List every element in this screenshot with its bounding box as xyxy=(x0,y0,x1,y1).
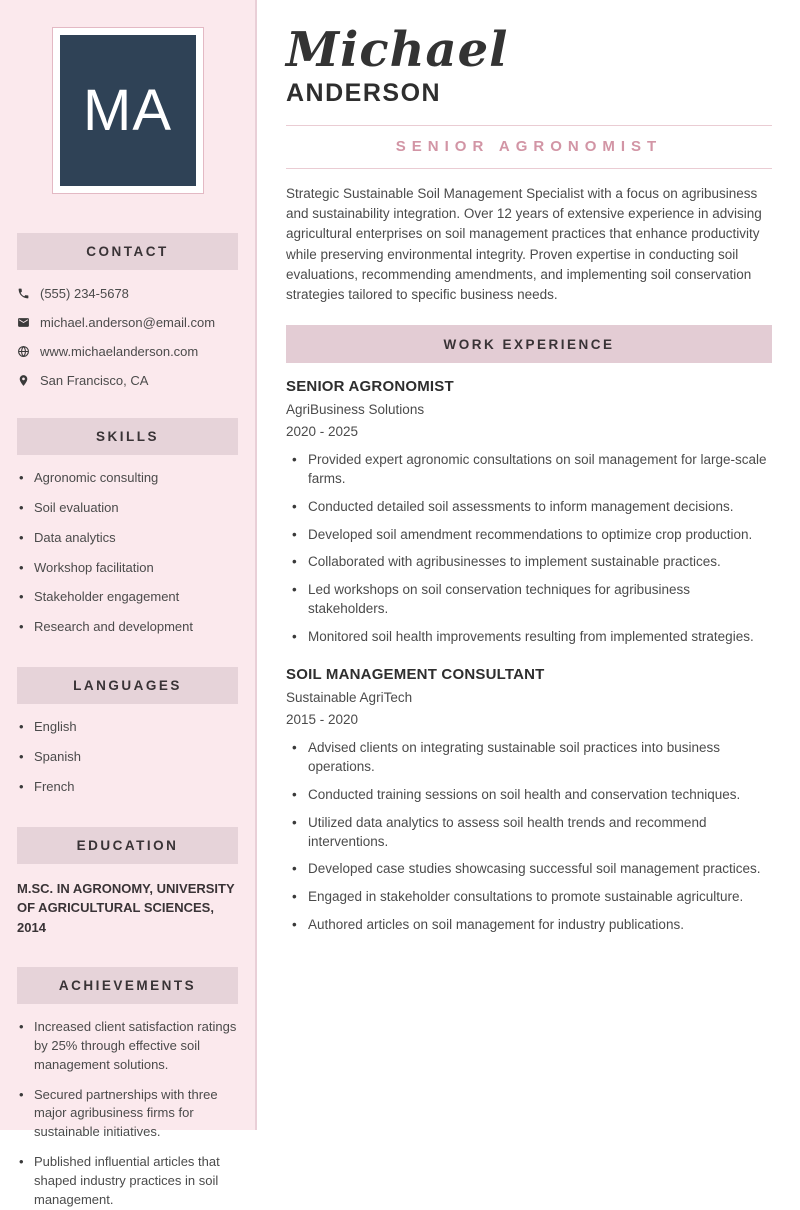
job-entry xyxy=(286,666,772,934)
job-bullet: • Monitored soil health improvements resulting from implemented strategies. xyxy=(292,627,772,646)
job-bullet: • Provided expert agronomic consultations on soil management for large-scale farms. xyxy=(292,450,772,488)
job-dates: 2020 - 2025 xyxy=(286,424,359,440)
job-entry xyxy=(286,378,772,646)
section-title: CONTACT xyxy=(86,244,169,259)
job-bullet: • Authored articles on soil management for industry publications. xyxy=(292,915,772,934)
language-item: • French xyxy=(19,778,238,797)
achievement-item: • Secured partnerships with three major agribusiness firms for sustainable initiatives. xyxy=(19,1086,238,1143)
avatar-frame xyxy=(52,27,204,194)
language-item: • English xyxy=(19,718,238,737)
job-bullet: • Collaborated with agribusinesses to implement sustainable practices. xyxy=(292,552,772,571)
contact-text-location: San Francisco, CA xyxy=(40,373,149,388)
job-bullet: • Developed soil amendment recommendations to optimize crop production. xyxy=(292,525,772,544)
first-name: Michael xyxy=(286,22,509,78)
job-bullet: • Conducted detailed soil assessments to inform management decisions. xyxy=(292,497,772,516)
section-header-languages xyxy=(17,667,238,704)
sidebar xyxy=(0,0,257,1207)
skill-item: • Workshop facilitation xyxy=(19,559,238,578)
job-title: SOIL MANAGEMENT CONSULTANT xyxy=(286,666,545,684)
contact-item-location xyxy=(17,373,238,388)
avatar-initials: MA xyxy=(83,78,172,143)
skill-item: • Data analytics xyxy=(19,529,238,548)
section-title: SKILLS xyxy=(95,429,159,444)
education-degree: M.SC. IN AGRONOMY, UNIVERSITY OF AGRICULTURAL SCIENCES, 2014 xyxy=(17,880,235,935)
languages-list xyxy=(17,718,238,797)
section-title: ACHIEVEMENTS xyxy=(58,978,197,994)
contact-text-website: www.michaelanderson.com xyxy=(40,344,199,359)
skill-item: • Soil evaluation xyxy=(19,499,238,518)
summary-paragraph: Strategic Sustainable Soil Management Specialist with a focus on agribusiness and sustainability integration. Over 12 years of extensive experience in advising agricultural enterprises on soil management practices that enhance productivity while preserving environmental integrity. Proven expertise in conducting soil evaluations, recommending amendments, and implementing soil conservation strategies tailored to specific business needs. xyxy=(286,185,762,303)
skill-item: • Agronomic consulting xyxy=(19,469,238,488)
achievement-item: • Published influential articles that shaped industry practices in soil management. xyxy=(19,1153,238,1210)
language-item: • Spanish xyxy=(19,748,238,767)
job-bullet: • Engaged in stakeholder consultations to promote sustainable agriculture. xyxy=(292,887,772,906)
job-bullet-list xyxy=(286,450,772,646)
section-title: WORK EXPERIENCE xyxy=(443,336,615,352)
section-title: EDUCATION xyxy=(76,837,179,853)
contact-text-email: michael.anderson@email.com xyxy=(40,315,216,330)
job-title: SENIOR AGRONOMIST xyxy=(286,378,454,396)
job-bullet-list xyxy=(286,738,772,934)
section-title: LANGUAGES xyxy=(73,678,182,694)
section-header-achievements xyxy=(17,967,238,1004)
main-content xyxy=(257,0,800,1130)
achievements-list xyxy=(17,1018,238,1210)
section-header-contact xyxy=(17,233,238,270)
skill-item: • Research and development xyxy=(19,618,238,637)
contact-text-phone: (555) 234-5678 xyxy=(40,286,129,301)
section-header-work-experience xyxy=(286,325,772,363)
job-company: AgriBusiness Solutions xyxy=(286,402,425,418)
achievement-item: • Increased client satisfaction ratings by 25% through effective soil management solutions. xyxy=(19,1018,238,1075)
job-company: Sustainable AgriTech xyxy=(286,690,413,706)
contact-item-email xyxy=(17,315,238,330)
phone-icon xyxy=(17,287,30,300)
globe-icon xyxy=(17,345,30,358)
job-bullet: • Conducted training sessions on soil health and conservation techniques. xyxy=(292,785,772,804)
skills-list xyxy=(17,469,238,637)
section-header-skills xyxy=(17,418,238,455)
job-bullet: • Led workshops on soil conservation techniques for agribusiness stakeholders. xyxy=(292,580,772,618)
job-dates: 2015 - 2020 xyxy=(286,712,359,728)
job-bullet: • Developed case studies showcasing successful soil management practices. xyxy=(292,859,772,878)
avatar xyxy=(60,35,196,186)
contact-list xyxy=(17,286,238,388)
contact-item-website xyxy=(17,344,238,359)
contact-item-phone xyxy=(17,286,238,301)
last-name: ANDERSON xyxy=(286,78,442,107)
skill-item: • Stakeholder engagement xyxy=(19,588,238,607)
job-headline-wrap xyxy=(286,125,772,169)
job-headline: SENIOR AGRONOMIST xyxy=(395,137,663,155)
job-bullet: • Advised clients on integrating sustainable soil practices into business operations. xyxy=(292,738,772,776)
job-bullet: • Utilized data analytics to assess soil health trends and recommend interventions. xyxy=(292,813,772,851)
section-header-education xyxy=(17,827,238,864)
email-icon xyxy=(17,316,30,329)
location-icon xyxy=(17,374,30,387)
